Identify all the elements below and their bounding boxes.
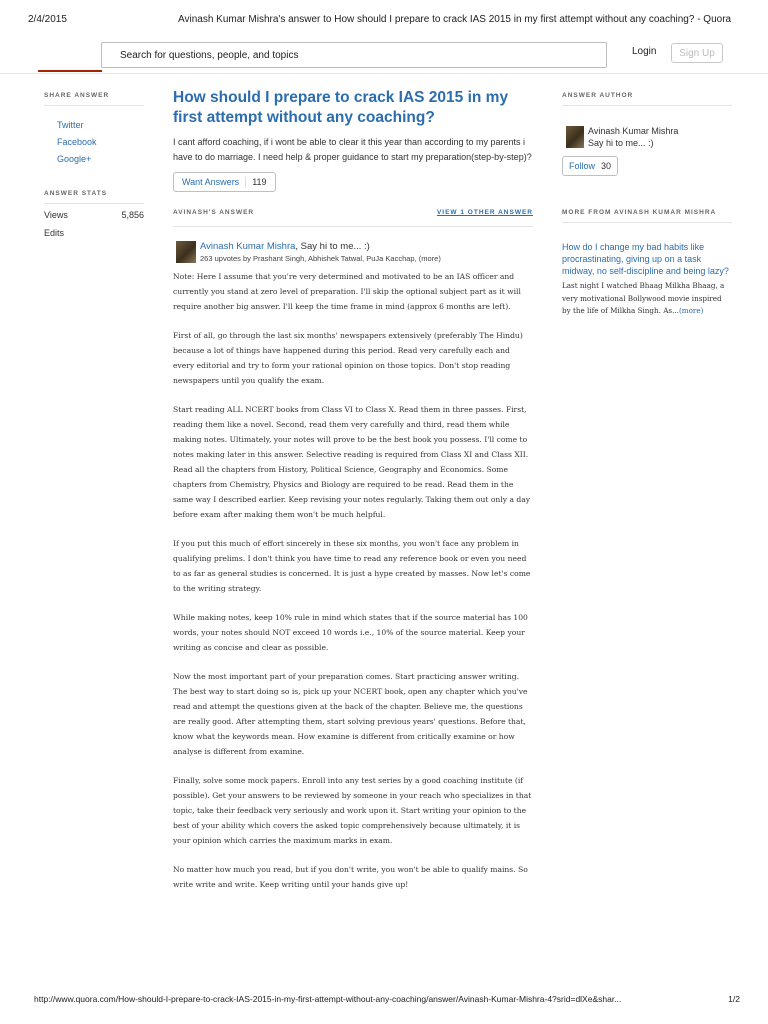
share-answer-label: SHARE ANSWER [44,92,110,99]
print-page-number: 1/2 [728,994,740,1004]
print-footer [28,994,740,1008]
print-date: 2/4/2015 [28,14,67,25]
answer-stats-label: ANSWER STATS [44,190,108,197]
login-link[interactable]: Login [632,46,657,57]
answer-author-label: ANSWER AUTHOR [562,92,634,99]
want-answers-label: Want Answers [182,177,240,187]
brand-accent-line [38,70,102,72]
divider [44,105,144,106]
answer-paragraph: While making notes, keep 10% rule in mind which states that if the source material has 100 words, your notes should NOT exceed 10 words i.e., 10% of the source material. Keep your writing as concise and clear as possible. [173,613,528,652]
view-other-answer-link[interactable]: VIEW 1 OTHER ANSWER [436,209,533,216]
author-card [562,126,732,152]
more-link[interactable]: (more) [678,306,704,315]
follow-count: 30 [601,161,612,171]
question-details: I cant afford coaching, if i wont be able to clear it this year than according to my parents i have to do marriage. I need help & proper guidance to start my preparation(step-by-step)? [173,137,532,162]
share-item [57,137,144,147]
answer-paragraph: Note: Here I assume that you're very determined and motivated to be an IAS officer and currently you stand at zero level of preparation. I'll skip the optional subject part as it will require another big answer. I'll keep the time frame in mind (approx 6 months are left). [173,272,521,311]
author-card-name[interactable]: Avinash Kumar Mishra [588,126,679,136]
author-name-line [200,241,370,252]
search-input[interactable] [102,43,606,67]
author-bio: , Say hi to me... :) [295,241,370,252]
print-url: http://www.quora.com/How-should-I-prepare-to-crack-IAS-2015-in-my-first-attempt-without-any-coaching/answer/Avinash-Kumar-Mishra-4?srid=dlXe&shar... [34,994,622,1004]
share-list [57,120,144,164]
views-stat [44,210,144,228]
author-name-link[interactable]: Avinash Kumar Mishra [200,241,296,252]
divider [173,226,533,227]
divider [562,222,732,223]
answer-author [173,241,533,265]
answer-header [173,209,533,219]
share-item [57,120,144,130]
answer-paragraph: Finally, solve some mock papers. Enroll into any test series by a good coaching institute (if possible). Get your answers to be reviewed by someone in your reach who specializes in that topic, take their feedback very seriously and work upon it. Start writing your opinion to the best of your ability which covers the asked topic comprehensively because ultimately, it is your opinion which carries the maximum marks in exam. [173,776,532,845]
answer-paragraph: No matter how much you read, but if you don't write, you won't be able to qualify mains. So write write and write. Keep writing until your hands give up! [173,865,528,889]
share-google-plus-link[interactable]: Google+ [57,154,92,164]
answer-paragraph: If you put this much of effort sincerely in these six months, you won't face any problem in qualifying prelims. I don't think you have time to read any reference book or even you need to as far as general studies is concerned. It is just a hype created by masses. Now let's come to the writing strategy. [173,539,531,593]
author-card-bio: Say hi to me... :) [588,138,654,148]
more-from-author-label: MORE FROM AVINASH KUMAR MISHRA [562,209,717,216]
answer-section-label: AVINASH'S ANSWER [173,209,255,216]
divider [44,203,144,204]
upvotes-line: 263 upvotes by Prashant Singh, Abhishek Tatwal, PuJa Kacchap, (more) [200,254,441,263]
right-sidebar [562,92,732,318]
views-label: Views [44,210,68,220]
share-item [57,154,144,164]
avatar[interactable] [566,126,584,148]
answer-paragraph: Start reading ALL NCERT books from Class VI to Class X. Read them in three passes. First, reading them like a novel. Second, read them very carefully and third, read them while making notes. Ultimately, your notes will prove to be the best book you possess. I'll come to notes making later in this answer. Selective reading is required from Class XI and Class XII. Read all the chapters from History, Political Science, Geography and Economics. Some chapters from Chemistry, Physics and Biology are required to be read. Read them in the same way I described earlier. Keep revising your notes regularly. Taking them out only a day before exam after making them won't be much helpful. [173,405,531,519]
related-question-link[interactable]: How do I change my bad habits like procrastinating, giving up on a task midway, no self-discipline and being lazy? [562,242,729,276]
want-answers-button[interactable] [173,172,276,192]
header-divider [0,73,768,74]
want-answers-count: 119 [245,177,266,187]
follow-label: Follow [569,161,596,171]
answer-body [173,269,533,892]
print-header [28,14,740,28]
answer-paragraph: Now the most important part of your preparation comes. Start practicing answer writing. The best way to start doing so is, pick up your NCERT book, open any chapter which you've read and attempt the questions given at the back of the chapter. Believe me, the questions are really good. After attempting them, start solving previous years' questions. Before that, know what the keywords mean. How examine is different from critically examine or how analyse is different from examine. [173,672,528,756]
related-snippet-text: Last night I watched Bhaag Milkha Bhaag, a very motivational Bollywood movie inspired by the life of Milkha Singh. As... [562,281,725,315]
edits-stat [44,228,144,246]
follow-button[interactable] [562,156,618,176]
main-content [173,88,533,906]
share-facebook-link[interactable]: Facebook [57,137,97,147]
related-answer-snippet [562,280,732,318]
sign-up-button[interactable]: Sign Up [671,43,723,63]
question-title[interactable]: How should I prepare to crack IAS 2015 in my first attempt without any coaching? [173,89,509,126]
views-value: 5,856 [121,210,144,220]
edits-link[interactable]: Edits [44,228,65,238]
answer-paragraph: First of all, go through the last six months' newspapers extensively (preferably The Hindu) because a lot of things have happened during this period. Read very carefully each and every editorial and try to form your rational opinion on those topics. Don't stop reading newspapers until you qualify the exam. [173,331,523,385]
search-box [101,42,607,68]
share-twitter-link[interactable]: Twitter [57,120,84,130]
left-sidebar [44,92,144,246]
avatar[interactable] [176,241,196,263]
top-navigation-bar [0,36,768,70]
print-page-title: Avinash Kumar Mishra's answer to How should I prepare to crack IAS 2015 in my first attempt without any coaching? - Quora [178,14,732,25]
divider [562,105,732,106]
